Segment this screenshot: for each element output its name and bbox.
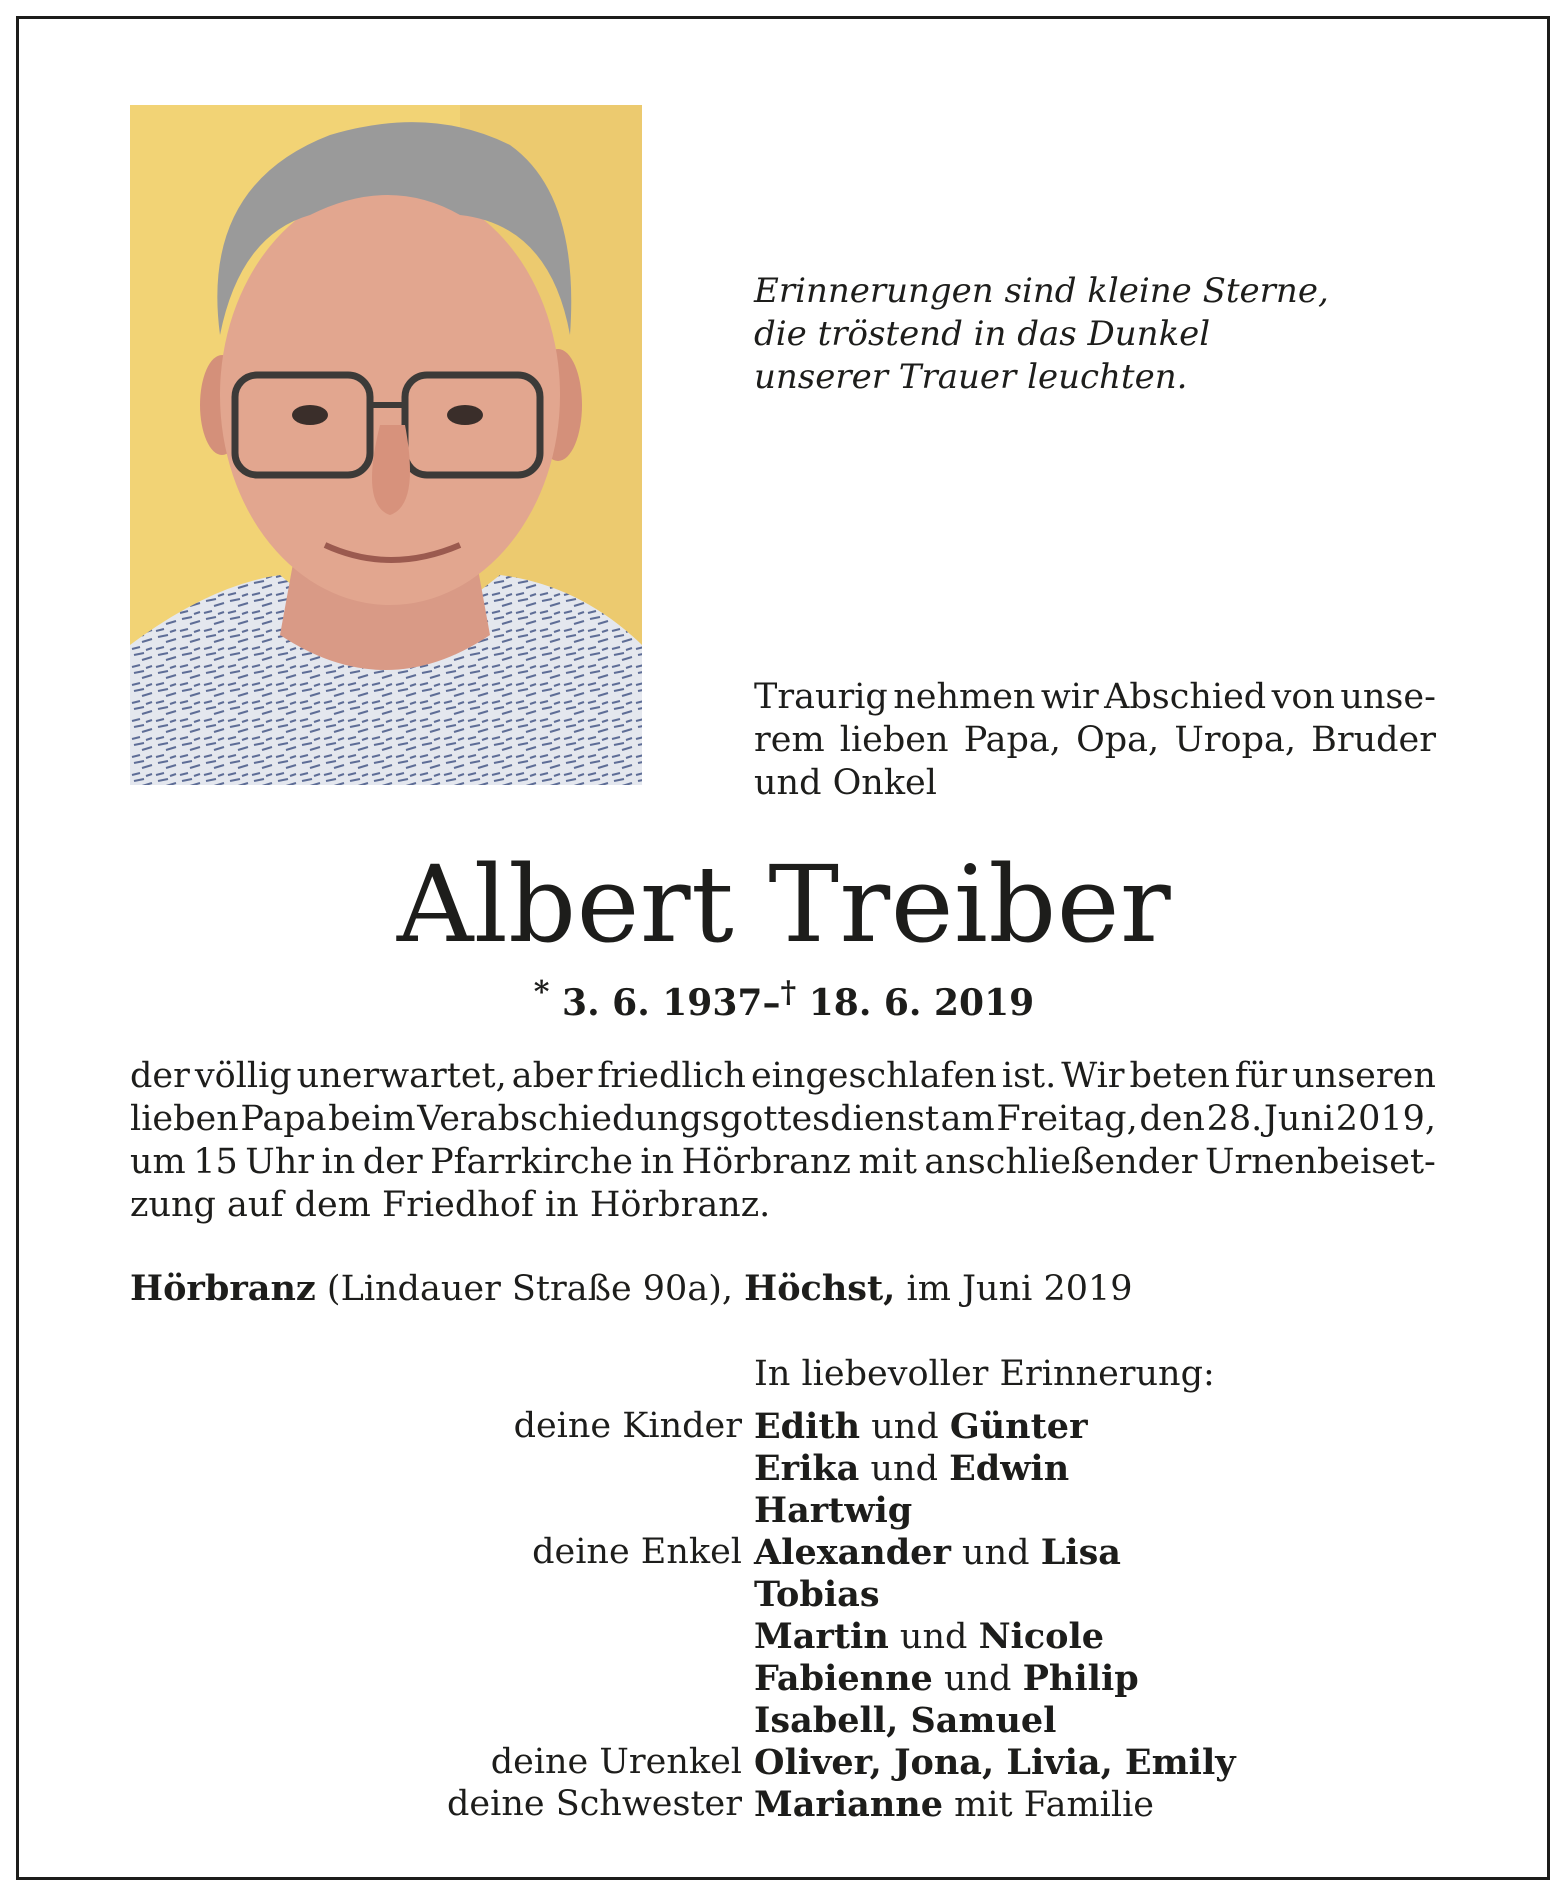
word: Abschied: [1104, 677, 1267, 717]
word: lieben: [130, 1099, 239, 1139]
relation-label: deine Urenkel: [490, 1742, 742, 1782]
mourner-names: [754, 1574, 880, 1615]
mourner-row: [130, 1573, 1450, 1615]
word: unerwartet,: [296, 1056, 507, 1096]
conjunction: und: [943, 1658, 1012, 1699]
word: beim: [328, 1099, 416, 1139]
word: Hörbranz: [681, 1142, 851, 1182]
word: 28.: [1206, 1099, 1263, 1139]
word: Uropa,: [1174, 720, 1297, 760]
mourner-row: [130, 1447, 1450, 1489]
quote-line: Erinnerungen sind kleine Sterne,: [754, 271, 1329, 311]
mourners-list: [130, 1405, 1450, 1825]
word: Wir: [1061, 1056, 1125, 1096]
word: eingeschlafen: [750, 1056, 997, 1096]
life-dates: [0, 975, 1568, 1024]
memorial-quote: [754, 270, 1329, 399]
mourner-row: [130, 1405, 1450, 1447]
relation-label: deine Schwester: [447, 1784, 742, 1824]
body-line: [130, 1098, 1436, 1141]
mourner-row: [130, 1699, 1450, 1741]
word: friedlich: [597, 1056, 746, 1096]
word: der: [362, 1142, 423, 1182]
word: rem: [754, 720, 825, 760]
word: Urnenbeiset-: [1204, 1142, 1436, 1182]
mourner-names: [754, 1448, 1069, 1489]
word: von: [1271, 677, 1335, 717]
mourner-names: [754, 1784, 1154, 1825]
death-symbol: †: [780, 975, 797, 1010]
word: Uhr: [245, 1142, 315, 1182]
word: Bruder: [1311, 720, 1436, 760]
mourner-name: Philip: [1022, 1657, 1139, 1699]
mourner-row: [130, 1615, 1450, 1657]
quote-line: die tröstend in das Dunkel: [754, 314, 1211, 354]
relation-label: deine Kinder: [513, 1406, 742, 1446]
portrait-photo: [130, 105, 642, 785]
signature-intro: In liebevoller Erinnerung:: [754, 1354, 1215, 1394]
word: Freitag,: [996, 1099, 1138, 1139]
word: 2019,: [1335, 1099, 1436, 1139]
body-line: [130, 1141, 1436, 1184]
word: Papa,: [963, 720, 1061, 760]
mourner-name: Günter: [949, 1405, 1088, 1447]
place-date-line: [130, 1268, 1133, 1309]
conjunction: und: [962, 1532, 1030, 1573]
issue-date: im Juni 2019: [906, 1269, 1133, 1309]
word: nehmen: [893, 677, 1036, 717]
word: aber: [511, 1056, 593, 1096]
word: Juni: [1263, 1099, 1335, 1139]
mourner-row: [130, 1531, 1450, 1573]
word: anschließender: [924, 1142, 1198, 1182]
word: Opa,: [1076, 720, 1160, 760]
conjunction: und: [870, 1448, 938, 1489]
mourner-names: [754, 1490, 912, 1531]
word: wir: [1040, 677, 1099, 717]
deceased-name: Albert Treiber: [396, 843, 1172, 966]
word: um: [130, 1142, 186, 1182]
intro-line: [754, 719, 1436, 762]
family-suffix: mit Familie: [954, 1784, 1154, 1825]
address: (Lindauer Straße 90a),: [326, 1269, 733, 1309]
mourner-name: Marianne: [754, 1783, 943, 1825]
mourner-row: [130, 1489, 1450, 1531]
mourner-name: Isabell, Samuel: [754, 1699, 1057, 1741]
word: mit: [858, 1142, 917, 1182]
town-secondary: Höchst,: [744, 1268, 896, 1309]
word: Papa: [240, 1099, 327, 1139]
mourner-name: Oliver, Jona, Livia, Emily: [754, 1741, 1236, 1783]
mourner-name: Alexander: [754, 1531, 951, 1573]
quote-line: unserer Trauer leuchten.: [754, 357, 1188, 397]
date-separator: –: [762, 982, 781, 1024]
word: Verabschiedungsgottesdienst: [417, 1099, 940, 1139]
death-date: 18. 6. 2019: [808, 982, 1035, 1024]
conjunction: und: [899, 1616, 968, 1657]
mourner-name: Martin: [754, 1615, 889, 1657]
mourner-names: [754, 1406, 1088, 1447]
mourner-name: Tobias: [754, 1573, 880, 1615]
announcement-text: [130, 1055, 1436, 1227]
conjunction: und: [871, 1406, 939, 1447]
portrait-illustration: [130, 105, 642, 785]
word: beten: [1129, 1056, 1230, 1096]
word: ist.: [1001, 1056, 1057, 1096]
mourner-row: [130, 1741, 1450, 1783]
mourner-name: Erika: [754, 1447, 860, 1489]
mourner-names: [754, 1700, 1056, 1741]
word: der: [130, 1056, 190, 1096]
town-primary: Hörbranz: [130, 1268, 316, 1309]
mourner-name: Edwin: [949, 1447, 1070, 1489]
mourner-name: Lisa: [1040, 1531, 1121, 1573]
relation-label: deine Enkel: [532, 1532, 742, 1572]
word: am: [940, 1099, 995, 1139]
body-line: zung auf dem Friedhof in Hörbranz.: [130, 1185, 771, 1225]
mourner-names: [754, 1532, 1121, 1573]
birth-date: 3. 6. 1937: [562, 982, 763, 1024]
birth-symbol: *: [533, 975, 550, 1010]
word: völlig: [194, 1056, 292, 1096]
word: unseren: [1292, 1056, 1436, 1096]
intro-paragraph: [754, 676, 1436, 805]
body-line: [130, 1055, 1436, 1098]
mourner-row: [130, 1783, 1450, 1825]
intro-line: und Onkel: [754, 763, 937, 803]
intro-line: [754, 676, 1436, 719]
mourner-names: [754, 1658, 1139, 1699]
word: lieben: [839, 720, 949, 760]
word: in: [640, 1142, 675, 1182]
mourner-name: Nicole: [978, 1615, 1105, 1657]
mourner-row: [130, 1657, 1450, 1699]
mourner-names: [754, 1742, 1236, 1783]
word: für: [1234, 1056, 1288, 1096]
word: 15: [193, 1142, 238, 1182]
word: den: [1139, 1099, 1205, 1139]
mourner-name: Hartwig: [754, 1489, 913, 1531]
mourner-name: Edith: [754, 1405, 861, 1447]
word: unse-: [1340, 677, 1436, 717]
mourner-name: Fabienne: [754, 1657, 933, 1699]
mourner-names: [754, 1616, 1104, 1657]
word: Pfarrkirche: [430, 1142, 633, 1182]
word: Traurig: [754, 677, 888, 717]
word: in: [321, 1142, 356, 1182]
